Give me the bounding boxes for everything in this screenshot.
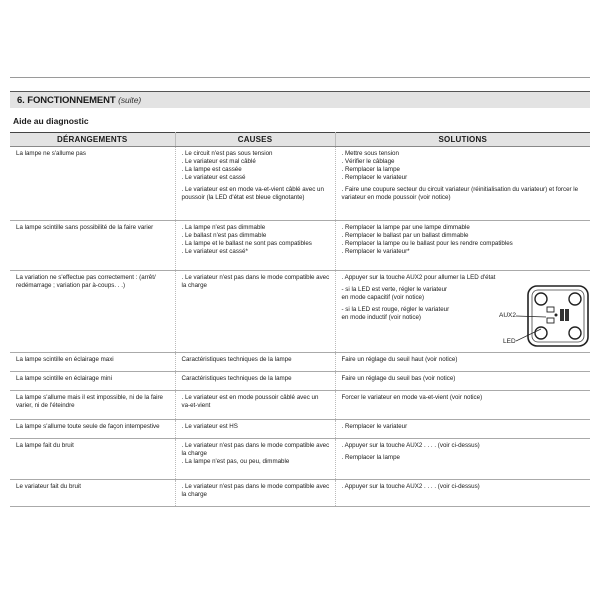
cell-line: en mode inductif (voir notice) [341, 314, 421, 321]
top-rule [10, 77, 590, 78]
table-header-row [10, 133, 590, 147]
causes-cell [175, 271, 335, 353]
header-causes: CAUSES [175, 133, 335, 147]
cell-line: varier, ni de l'éteindre [16, 402, 75, 409]
cell-line: La lampe s'allume toute seule de façon intempestive [16, 423, 160, 430]
causes-cell [175, 420, 335, 439]
cell-line: Faire un réglage du seuil haut (voir notice) [341, 356, 458, 363]
cell-line: La lampe scintille en éclairage mini [16, 375, 112, 382]
cell-line: Le variateur fait du bruit [16, 483, 82, 490]
cell-line: . Appuyer sur la touche AUX2 . . . . (voir ci-dessus) [341, 483, 480, 490]
cell-line: . Remplacer le variateur [341, 174, 408, 181]
table-row [10, 480, 590, 507]
cell-line: . Faire une coupure secteur du circuit variateur (réinitialisation du variateur) et forcer le [341, 186, 579, 193]
causes-cell [175, 147, 335, 221]
table-row [10, 420, 590, 439]
cell-line: Caractéristiques techniques de la lampe [181, 356, 292, 363]
header-solutions: SOLUTIONS [335, 133, 590, 147]
cell-line: . La lampe et le ballast ne sont pas compatibles [181, 240, 312, 247]
cell-line: La lampe scintille en éclairage maxi [16, 356, 114, 363]
cell-line: . Remplacer le variateur [341, 423, 408, 430]
cell-line: . Remplacer le ballast par un ballast dimmable [341, 232, 469, 239]
cell-line: Caractéristiques techniques de la lampe [181, 375, 292, 382]
cell-line: redémarrage ; variation par à-coups. . .) [16, 282, 126, 289]
solutions-cell [335, 420, 590, 439]
cell-line: La lampe ne s'allume pas [16, 150, 86, 157]
page-subtitle: Aide au diagnostic [13, 116, 89, 126]
section-header [10, 91, 590, 108]
cell-line: Forcer le variateur en mode va-et-vient (voir notice) [341, 394, 483, 401]
problem-cell [10, 480, 175, 507]
solutions-cell [335, 391, 590, 420]
cell-line: . Remplacer le variateur* [341, 248, 410, 255]
problem-cell [10, 271, 175, 353]
cell-line: - si la LED est verte, régler le variateur [341, 286, 448, 293]
device-leader-lines [516, 314, 546, 344]
solutions-cell [335, 480, 590, 507]
cell-line: . Le variateur est en mode va-et-vient câblé avec un [181, 186, 324, 193]
cell-line: la charge [181, 491, 207, 498]
solutions-cell [335, 372, 590, 391]
section-title: 6. FONCTIONNEMENT [17, 95, 116, 106]
cell-line: . La lampe n'est pas dimmable [181, 224, 266, 231]
diagnostic-table [10, 132, 590, 507]
cell-line: . Le variateur est HS [181, 423, 238, 430]
cell-line: . Le circuit n'est pas sous tension [181, 150, 273, 157]
cell-line: en mode capacitif (voir notice) [341, 294, 425, 301]
causes-cell [175, 439, 335, 480]
problem-cell [10, 372, 175, 391]
cell-line: . Mettre sous tension [341, 150, 399, 157]
cell-line: . Remplacer la lampe ou le ballast pour les rendre compatibles [341, 240, 513, 247]
cell-line: . Remplacer la lampe [341, 166, 400, 173]
cell-line: . Le variateur n'est pas dans le mode compatible avec [181, 483, 330, 490]
problem-cell [10, 221, 175, 271]
problem-cell [10, 439, 175, 480]
cell-line: la charge [181, 450, 207, 457]
causes-cell [175, 391, 335, 420]
cell-line: va-et-vient [181, 402, 211, 409]
aux2-label: AUX2 [499, 312, 516, 319]
cell-line: . Le variateur n'est pas dans le mode compatible avec [181, 442, 330, 449]
cell-line: - si la LED est rouge, régler le variateur [341, 306, 450, 313]
cell-line: . Appuyer sur la touche AUX2 pour allumer la LED d'état [341, 274, 496, 281]
solutions-cell [335, 439, 590, 480]
cell-line: la charge [181, 282, 207, 289]
causes-cell [175, 480, 335, 507]
cell-line: poussoir (la LED d'état est bleue clignotante) [181, 194, 305, 201]
cell-line: . Le ballast n'est pas dimmable [181, 232, 267, 239]
table-row [10, 439, 590, 480]
table-row [10, 372, 590, 391]
cell-line: La lampe scintille sans possibilité de la faire varier [16, 224, 154, 231]
cell-line: . Appuyer sur la touche AUX2 . . . . (voir ci-dessus) [341, 442, 480, 449]
cell-line: . Remplacer la lampe par une lampe dimmable [341, 224, 470, 231]
causes-cell [175, 372, 335, 391]
cell-line: . Le variateur est cassé* [181, 248, 248, 255]
problem-cell [10, 391, 175, 420]
cell-line: . La lampe est cassée [181, 166, 242, 173]
cell-line: Faire un réglage du seuil bas (voir notice) [341, 375, 456, 382]
cell-line: La variation ne s'effectue pas correctement : (arrêt/ [16, 274, 156, 281]
cell-line: . Vérifier le câblage [341, 158, 395, 165]
cell-line: La lampe s'allume mais il est impossible, ni de la faire [16, 394, 163, 401]
solutions-cell [335, 147, 590, 221]
table-row [10, 147, 590, 221]
causes-cell [175, 353, 335, 372]
causes-cell [175, 221, 335, 271]
cell-line: . Remplacer la lampe [341, 454, 400, 461]
table-row [10, 221, 590, 271]
problem-cell [10, 353, 175, 372]
cell-line: . Le variateur n'est pas dans le mode compatible avec [181, 274, 330, 281]
table-row [10, 353, 590, 372]
section-suite: (suite) [118, 95, 142, 105]
table-row [10, 391, 590, 420]
problem-cell [10, 147, 175, 221]
cell-line: . Le variateur est cassé [181, 174, 246, 181]
cell-line: . La lampe n'est pas, ou peu, dimmable [181, 458, 290, 465]
solutions-cell [335, 353, 590, 372]
cell-line: La lampe fait du bruit [16, 442, 74, 449]
solutions-cell [335, 221, 590, 271]
problem-cell [10, 420, 175, 439]
cell-line: variateur en mode poussoir (voir notice) [341, 194, 451, 201]
led-label: LED [503, 338, 516, 345]
cell-line: . Le variateur est en mode poussoir câblé avec un [181, 394, 319, 401]
header-derangements: DÉRANGEMENTS [10, 133, 175, 147]
cell-line: . Le variateur est mal câblé [181, 158, 256, 165]
